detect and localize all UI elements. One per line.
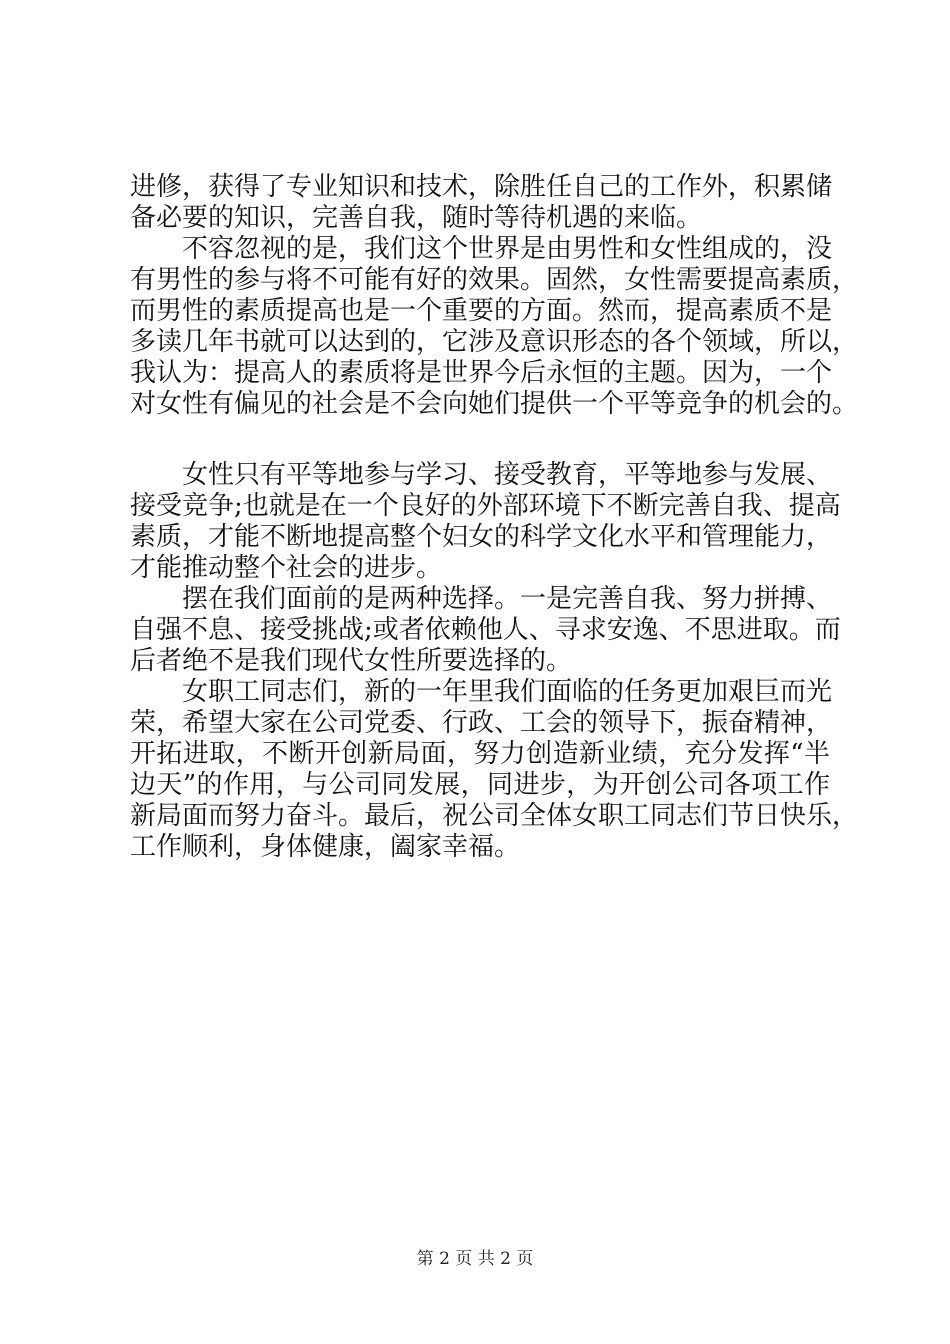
text-line: 摆在我们面前的是两种选择。一是完善自我、努力拼搏、 [182, 584, 833, 614]
paragraph-1 [130, 172, 833, 234]
text-line: 新局面而努力奋斗。最后，祝公司全体女职工同志们节日快乐， [130, 801, 859, 831]
text-line: 自强不息、接受挑战;或者依赖他人、寻求安逸、不思进取。而 [130, 615, 841, 645]
text-line: 素质，才能不断地提高整个妇女的科学文化水平和管理能力， [130, 522, 833, 552]
text-line: 进修，获得了专业知识和技术，除胜任自己的工作外，积累储 [130, 172, 833, 202]
text-line: 开拓进取，不断开创新局面，努力创造新业绩，充分发挥“半 [130, 739, 830, 769]
text-line: 边天”的作用，与公司同发展，同进步，为开创公司各项工作 [130, 770, 830, 800]
paragraph-gap [130, 420, 830, 460]
paragraph-2 [130, 234, 859, 420]
text-line: 备必要的知识，完善自我，随时等待机遇的来临。 [130, 203, 703, 233]
text-line: 我认为：提高人的素质将是世界今后永恒的主题。因为，一个 [130, 358, 833, 388]
text-line: 对女性有偏见的社会是不会向她们提供一个平等竞争的机会的。 [130, 389, 859, 419]
page-number-footer: 第 2 页 共 2 页 [416, 1249, 534, 1269]
paragraph-3 [130, 460, 841, 584]
paragraph-4 [130, 584, 841, 677]
text-line: 不容忽视的是，我们这个世界是由男性和女性组成的，没 [182, 234, 833, 264]
text-line: 有男性的参与将不可能有好的效果。固然，女性需要提高素质， [130, 265, 859, 295]
text-line: 多读几年书就可以达到的，它涉及意识形态的各个领域，所以， [130, 327, 859, 357]
text-line: 而男性的素质提高也是一个重要的方面。然而，提高素质不是 [130, 296, 833, 326]
text-line: 工作顺利，身体健康，阖家幸福。 [130, 832, 521, 862]
text-line: 荣，希望大家在公司党委、行政、工会的领导下，振奋精神， [130, 708, 833, 738]
text-line: 才能推动整个社会的进步。 [130, 553, 443, 583]
text-line: 后者绝不是我们现代女性所要选择的。 [130, 646, 573, 676]
paragraph-5 [130, 677, 859, 863]
text-line: 女性只有平等地参与学习、接受教育，平等地参与发展、 [182, 460, 833, 490]
text-line: 女职工同志们，新的一年里我们面临的任务更加艰巨而光 [182, 677, 833, 707]
document-body [130, 172, 859, 863]
text-line: 接受竞争;也就是在一个良好的外部环境下不断完善自我、提高 [130, 491, 841, 521]
